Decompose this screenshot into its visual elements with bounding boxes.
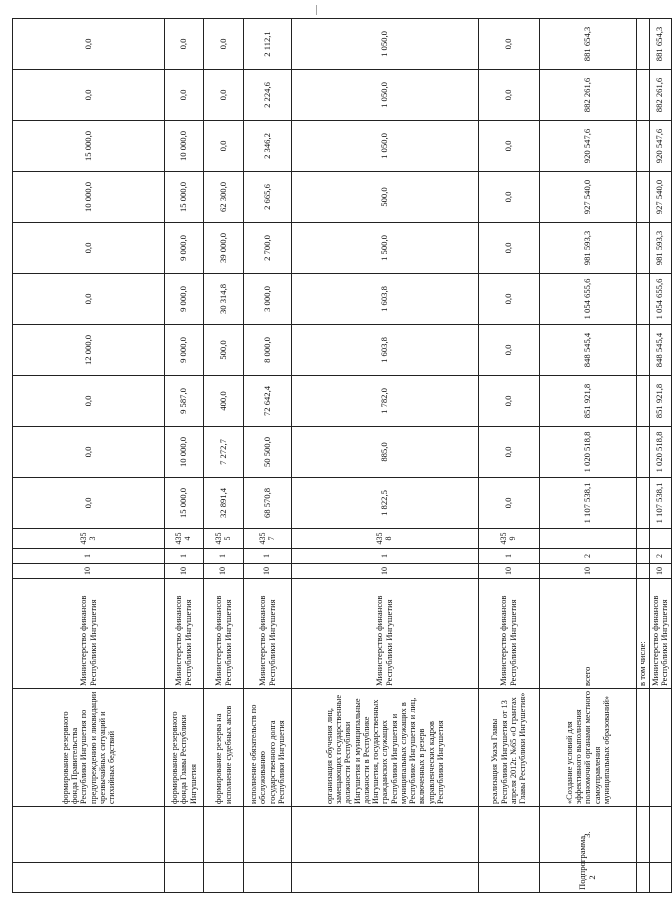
value-cell: 927 540,0 — [540, 172, 637, 223]
code-cell — [540, 529, 637, 549]
footer-mark: ..... — [310, 5, 319, 15]
value-cell: 10 000,0 — [13, 172, 165, 223]
name-cell: формирование резервного фонда Правительства Республики Ингушетия по предупреждению и ликвидации чрезвычайных ситуаций и стихийных бедствий — [13, 689, 165, 807]
program-cell — [165, 807, 204, 863]
code-cell: 10 — [204, 564, 244, 579]
name-cell: «Создание условий для эффективного выполнения полномочий органами местного самоуправления муниципальных образований» — [540, 689, 637, 807]
value-cell: 0,0 — [479, 223, 540, 274]
value-cell: 3 000,0 — [244, 274, 292, 325]
table-row — [540, 19, 637, 893]
value-cell: 0,0 — [479, 121, 540, 172]
value-cell: 0,0 — [479, 70, 540, 121]
code-cell: 1 — [292, 549, 479, 564]
org-cell: Министерство финансов Республики Ингушетия — [479, 579, 540, 689]
value-cell: 2 224,6 — [244, 70, 292, 121]
program-cell — [244, 807, 292, 863]
value-cell: 39 000,0 — [204, 223, 244, 274]
code-cell — [637, 529, 650, 549]
value-cell: 848 545,4 — [649, 325, 671, 376]
value-cell: 72 642,4 — [244, 376, 292, 427]
org-cell: Министерство финансов Республики Ингушетия — [649, 579, 671, 689]
value-cell: 0,0 — [13, 427, 165, 478]
value-cell: 0,0 — [204, 121, 244, 172]
value-cell: 0,0 — [13, 19, 165, 70]
value-cell: 0,0 — [479, 376, 540, 427]
table-row — [637, 19, 650, 893]
value-cell: 1 050,0 — [292, 19, 479, 70]
name-cell — [637, 689, 650, 807]
value-cell: 500,0 — [204, 325, 244, 376]
code-cell: 1 — [165, 549, 204, 564]
value-cell: 0,0 — [165, 19, 204, 70]
value-cell: 0,0 — [204, 19, 244, 70]
table-row — [649, 19, 671, 893]
code-cell: 2 — [540, 549, 637, 564]
name-cell: организация обучения лиц, замещающих государственные должности Республики Ингушетия и муниципальные должности в Республике Ингушетия, государственных гражданских служащих Республики Ингушетия и муниципальных служащих в Республике Ингушетия и лиц, включенных в резерв управленческих кадров Республики Ингушетия — [292, 689, 479, 807]
value-cell: 851 921,8 — [540, 376, 637, 427]
code-cell — [649, 529, 671, 549]
value-cell: 2 665,6 — [244, 172, 292, 223]
value-cell: 400,0 — [204, 376, 244, 427]
code-cell: 435 9 — [479, 529, 540, 549]
value-cell: 1 050,0 — [292, 70, 479, 121]
code-cell: 1 — [204, 549, 244, 564]
code-cell: 10 — [165, 564, 204, 579]
code-cell: 2 — [649, 549, 671, 564]
status-cell — [649, 863, 671, 893]
value-cell: 12 000,0 — [13, 325, 165, 376]
program-cell — [649, 807, 671, 863]
org-cell: Министерство финансов Республики Ингушетия — [204, 579, 244, 689]
table-body — [13, 19, 672, 893]
value-cell: 881 654,3 — [540, 19, 637, 70]
value-cell: 68 570,8 — [244, 478, 292, 529]
org-cell: Министерство финансов Республики Ингушетия — [292, 579, 479, 689]
value-cell: 0,0 — [13, 376, 165, 427]
value-cell: 885,0 — [292, 427, 479, 478]
table-row — [165, 19, 204, 893]
value-cell: 0,0 — [479, 19, 540, 70]
code-cell: 10 — [13, 564, 165, 579]
program-cell — [292, 807, 479, 863]
value-cell: 1 054 655,6 — [540, 274, 637, 325]
value-cell: 2 346,2 — [244, 121, 292, 172]
table-row — [13, 19, 165, 893]
table-row — [204, 19, 244, 893]
name-cell: формирование резервного фонда Главы Республики Ингушетия — [165, 689, 204, 807]
value-cell: 920 547,6 — [649, 121, 671, 172]
value-cell — [637, 121, 650, 172]
status-cell — [204, 863, 244, 893]
value-cell: 981 593,3 — [649, 223, 671, 274]
value-cell: 50 500,0 — [244, 427, 292, 478]
program-cell: 3. — [540, 807, 637, 863]
code-cell: 10 — [540, 564, 637, 579]
value-cell: 1 020 518,8 — [649, 427, 671, 478]
value-cell — [637, 223, 650, 274]
code-cell: 10 — [479, 564, 540, 579]
value-cell — [637, 478, 650, 529]
value-cell: 15 000,0 — [13, 121, 165, 172]
name-cell: исполнение обязательств по обслуживанию государственного долга Республики Ингушетия — [244, 689, 292, 807]
value-cell: 1 603,8 — [292, 325, 479, 376]
program-cell — [204, 807, 244, 863]
value-cell — [637, 70, 650, 121]
value-cell: 0,0 — [479, 478, 540, 529]
value-cell: 848 545,4 — [540, 325, 637, 376]
value-cell — [637, 427, 650, 478]
name-cell: формирование резерва на исполнение судебных актов — [204, 689, 244, 807]
code-cell: 1 — [13, 549, 165, 564]
name-cell: реализация Указа Главы Республики Ингушетия от 13 апреля 2012г. №65 «О грантах Главы Республики Ингушетия» — [479, 689, 540, 807]
program-cell — [479, 807, 540, 863]
value-cell: 1 822,5 — [292, 478, 479, 529]
value-cell: 500,0 — [292, 172, 479, 223]
value-cell: 7 272,7 — [204, 427, 244, 478]
value-cell: 15 000,0 — [165, 478, 204, 529]
value-cell: 851 921,8 — [649, 376, 671, 427]
value-cell: 0,0 — [13, 70, 165, 121]
value-cell: 1 020 518,8 — [540, 427, 637, 478]
value-cell: 9 587,0 — [165, 376, 204, 427]
code-cell: 10 — [244, 564, 292, 579]
value-cell: 1 603,8 — [292, 274, 479, 325]
value-cell: 1 500,0 — [292, 223, 479, 274]
table-row — [292, 19, 479, 893]
code-cell: 1 — [244, 549, 292, 564]
table-row — [244, 19, 292, 893]
code-cell: 10 — [292, 564, 479, 579]
org-cell: Министерство финансов Республики Ингушетия — [13, 579, 165, 689]
value-cell: 1 782,0 — [292, 376, 479, 427]
value-cell: 1 107 538,1 — [540, 478, 637, 529]
code-cell — [637, 564, 650, 579]
value-cell: 9 000,0 — [165, 274, 204, 325]
value-cell: 8 000,0 — [244, 325, 292, 376]
status-cell — [479, 863, 540, 893]
value-cell: 927 540,0 — [649, 172, 671, 223]
value-cell: 0,0 — [204, 70, 244, 121]
value-cell: 881 654,3 — [649, 19, 671, 70]
org-cell: в том числе: — [637, 579, 650, 689]
code-cell — [637, 549, 650, 564]
value-cell: 0,0 — [479, 172, 540, 223]
code-cell: 1 — [479, 549, 540, 564]
table-row — [479, 19, 540, 893]
status-cell — [244, 863, 292, 893]
value-cell — [637, 19, 650, 70]
value-cell: 0,0 — [479, 427, 540, 478]
program-cell — [13, 807, 165, 863]
value-cell: 1 054 655,6 — [649, 274, 671, 325]
org-cell: всего — [540, 579, 637, 689]
org-cell: Министерство финансов Республики Ингушетия — [244, 579, 292, 689]
program-cell — [637, 807, 650, 863]
value-cell — [637, 274, 650, 325]
value-cell: 10 000,0 — [165, 427, 204, 478]
budget-table — [12, 18, 672, 893]
name-cell — [649, 689, 671, 807]
value-cell: 9 000,0 — [165, 325, 204, 376]
value-cell: 2 112,1 — [244, 19, 292, 70]
code-cell: 435 7 — [244, 529, 292, 549]
value-cell: 920 547,6 — [540, 121, 637, 172]
code-cell: 435 8 — [292, 529, 479, 549]
value-cell: 32 891,4 — [204, 478, 244, 529]
value-cell: 30 314,8 — [204, 274, 244, 325]
value-cell: 0,0 — [479, 325, 540, 376]
value-cell: 0,0 — [13, 274, 165, 325]
value-cell: 1 050,0 — [292, 121, 479, 172]
value-cell: 9 000,0 — [165, 223, 204, 274]
value-cell: 882 261,6 — [649, 70, 671, 121]
value-cell: 10 000,0 — [165, 121, 204, 172]
value-cell: 62 300,0 — [204, 172, 244, 223]
value-cell: 15 000,0 — [165, 172, 204, 223]
status-cell: Подпрограмма 2 — [540, 863, 637, 893]
code-cell: 435 4 — [165, 529, 204, 549]
status-cell — [637, 863, 650, 893]
status-cell — [165, 863, 204, 893]
value-cell: 1 107 538,1 — [649, 478, 671, 529]
org-cell: Министерство финансов Республики Ингушетия — [165, 579, 204, 689]
value-cell: 0,0 — [165, 70, 204, 121]
value-cell: 0,0 — [479, 274, 540, 325]
status-cell — [292, 863, 479, 893]
value-cell: 981 593,3 — [540, 223, 637, 274]
value-cell: 0,0 — [13, 223, 165, 274]
status-cell — [13, 863, 165, 893]
value-cell — [637, 172, 650, 223]
value-cell: 882 261,6 — [540, 70, 637, 121]
value-cell — [637, 325, 650, 376]
value-cell: 0,0 — [13, 478, 165, 529]
code-cell: 10 — [649, 564, 671, 579]
value-cell: 2 700,0 — [244, 223, 292, 274]
code-cell: 435 3 — [13, 529, 165, 549]
code-cell: 435 5 — [204, 529, 244, 549]
value-cell — [637, 376, 650, 427]
